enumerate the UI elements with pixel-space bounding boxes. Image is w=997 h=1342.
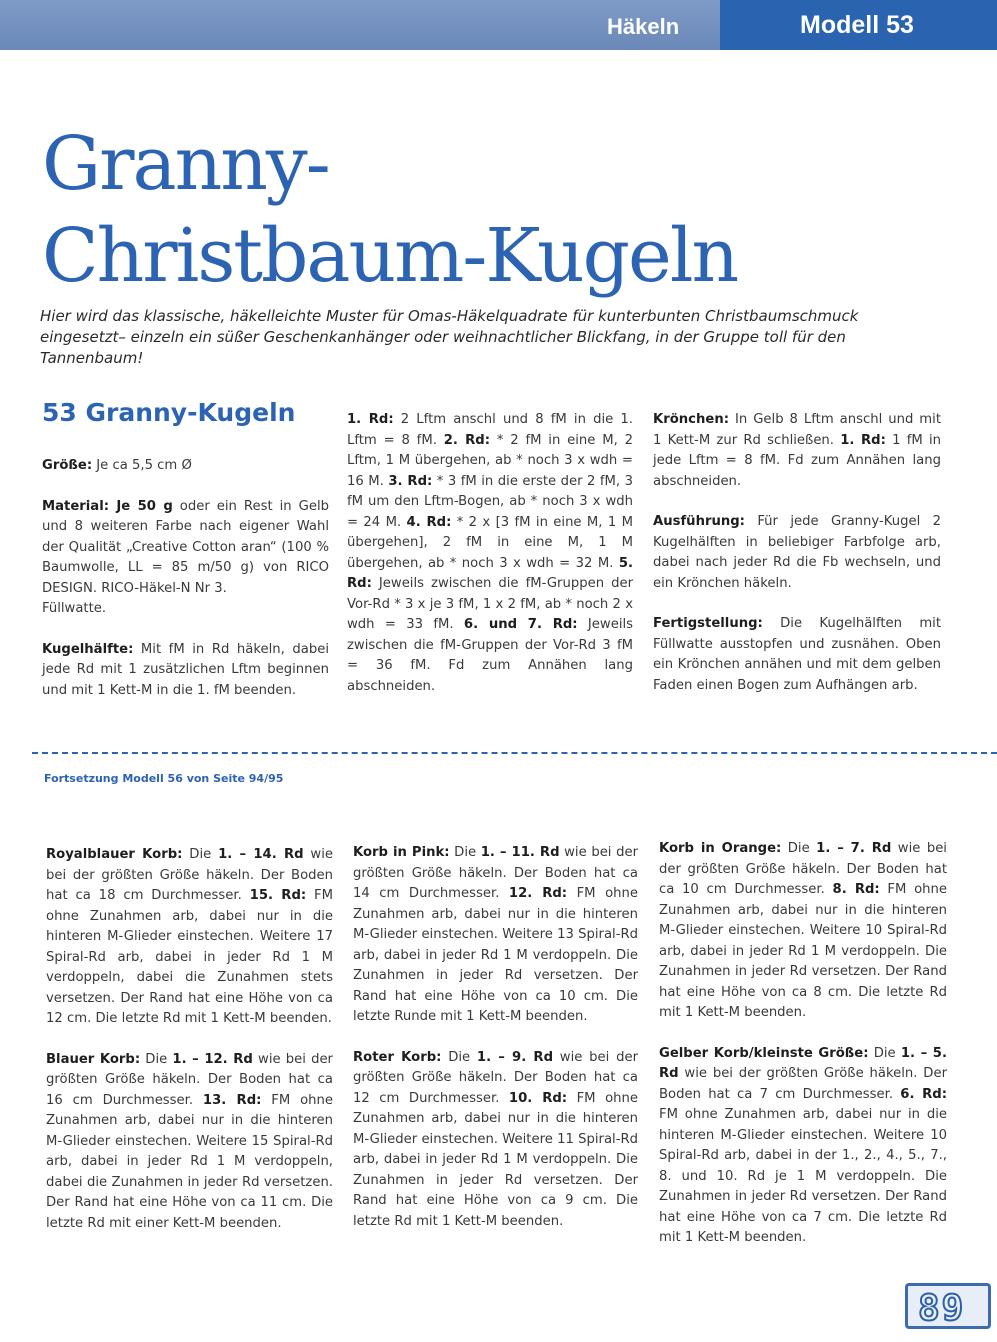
basket-text: wie bei der größten Größe häkeln. Der Boden hat ca 10 cm Durchmesser. <box>659 841 947 897</box>
basket-label: Korb in Orange: <box>659 841 782 856</box>
half-label: Kugelhälfte: <box>42 641 134 657</box>
material-label: Material: Je 50 g <box>42 498 173 514</box>
baskets-column-1 <box>46 845 333 1254</box>
basket-label: Royalblauer Korb: <box>46 847 183 862</box>
finish-text: Die Kugelhälften mit Füllwatte ausstopfen und zusnähen. Oben ein Krönchen annähen und mit dem gelben Faden einen Bogen zum Aufhängen arb. <box>653 616 941 693</box>
model-badge <box>720 0 997 50</box>
round-3-label: 3. Rd: <box>388 473 433 489</box>
basket-blue <box>46 1050 333 1235</box>
material-extra: Füllwatte. <box>42 601 107 616</box>
continuation-note: Fortsetzung Modell 56 von Seite 94/95 <box>44 772 284 785</box>
round-6-7-text: Jeweils zwischen die fM-Gruppen der Vor-Rd 3 fM = 36 fM. Fd zum Annähen lang abschneiden. <box>347 617 634 694</box>
intro-text: Hier wird das klassische, häkelleichte Muster für Omas-Häkelquadrate für kunterbunten Christbaumschmuck eingesetzt– einzeln ein süßer Geschenkanhänger oder weihnachtlicher Blickfang, in der Gruppe toll für den Tannenbaum! <box>40 307 859 367</box>
basket-text: Die <box>140 1051 173 1067</box>
basket-text: wie bei der größten Größe häkeln. Der Boden hat ca 7 cm Durchmesser. <box>659 1066 947 1102</box>
round-1-text: 2 Lftm anschl und 8 fM in die 1. Lftm = 8 fM. <box>347 412 633 448</box>
finish-label: Fertigstellung: <box>653 616 763 631</box>
basket-bold: 8. Rd: <box>832 882 880 897</box>
half-paragraph <box>42 640 329 702</box>
material-paragraph <box>42 497 329 620</box>
basket-text: wie bei der größten Größe häkeln. Der Boden hat ca 18 cm Durchmesser. <box>46 847 333 903</box>
basket-bold: 1. – 9. Rd <box>476 1049 554 1065</box>
basket-bold: 12. Rd: <box>508 886 568 901</box>
basket-bold: 1. – 12. Rd <box>172 1051 253 1067</box>
finish-paragraph <box>653 614 941 696</box>
crown-round-label: 1. Rd: <box>840 432 886 448</box>
rounds-paragraph <box>347 410 633 697</box>
pattern-column-2 <box>347 410 633 717</box>
basket-text: Die <box>441 1049 477 1065</box>
page-number: 89 <box>918 1288 966 1329</box>
basket-royalblue <box>46 845 333 1030</box>
basket-pink <box>353 843 638 1028</box>
basket-bold: 13. Rd: <box>202 1092 262 1108</box>
basket-orange <box>659 839 947 1024</box>
basket-bold: 1. – 14. Rd <box>218 847 304 862</box>
basket-text: wie bei der größten Größe häkeln. Der Boden hat ca 14 cm Durchmesser. <box>353 845 638 901</box>
page-title <box>42 118 942 302</box>
round-5-label: 5. Rd: <box>347 555 633 591</box>
round-6-7-label: 6. und 7. Rd: <box>463 617 578 632</box>
title-line-1: Granny- <box>42 121 329 207</box>
model-number: Modell 53 <box>800 11 914 39</box>
execution-paragraph <box>653 512 941 594</box>
basket-label: Korb in Pink: <box>353 845 450 860</box>
basket-text: FM ohne Zunahmen arb, dabei nur in die hinteren M-Glieder einstechen. Weitere 17 Spiral-Rd arb, dabei in jeder Rd 1 M verdoppeln, dabei die Zunahmen stets versetzen. Der Rand hat eine Höhe von ca 12 cm. Die letzte Rd mit 1 Kett-M beenden. <box>46 888 334 1026</box>
round-5-text: Jeweils zwischen die fM-Gruppen der Vor-Rd * 3 x je 3 fM, 1 x 2 fM, ab * noch 2 x wdh = 33 fM. <box>347 576 633 632</box>
material-text: oder ein Rest in Gelb und 8 weiteren Farbe nach eigener Wahl der Qualität „Creative Cotton aran“ (100 % Baumwolle, LL = 85 m/50 g) von RICO DESIGN. RICO-Häkel-N Nr 3. <box>42 498 330 596</box>
basket-label: Roter Korb: <box>353 1049 442 1065</box>
basket-text: Die <box>781 841 817 856</box>
round-2-label: 2. Rd: <box>443 432 490 448</box>
basket-text: FM ohne Zunahmen arb, dabei nur in die hinteren M-Glieder einstechen. Weitere 11 Spiral-Rd arb, dabei in jeder Rd 1 M verdoppeln. Die Zunahmen in jeder Rd versetzen. Der Rand hat eine Höhe von ca 9 cm. Die letzte Rd mit 1 Kett-M beenden. <box>353 1090 638 1229</box>
pattern-heading: 53 Granny-Kugeln <box>42 398 296 427</box>
round-4-label: 4. Rd: <box>406 514 452 530</box>
page-number-box <box>905 1283 991 1329</box>
basket-text: FM ohne Zunahmen arb, dabei nur in die hinteren M-Glieder einstechen. Weitere 15 Spiral-Rd arb, dabei in jeder Rd 1 M verdoppeln, dabei die Zunahmen in jeder Rd versetzen. Der Rand hat eine Höhe von ca 11 cm. Die letzte Rd mit einer Kett-M beenden. <box>46 1092 333 1231</box>
crown-text-b: 1 fM in jede Lftm = 8 fM. Fd zum Annähen lang abschneiden. <box>653 432 942 489</box>
baskets-column-3 <box>659 839 947 1269</box>
size-text: Je ca 5,5 cm Ø <box>92 458 192 473</box>
header-bar <box>0 0 997 50</box>
pattern-column-3 <box>653 410 941 716</box>
basket-bold: 1. – 5. Rd <box>659 1045 947 1081</box>
round-4-text: * 2 x [3 fM in eine M, 1 M übergehen], 2 fM in eine M, 1 M übergehen, ab * noch 3 x wdh = 32 M. <box>347 514 633 571</box>
basket-label: Blauer Korb: <box>46 1051 141 1067</box>
basket-bold: 6. Rd: <box>900 1086 947 1102</box>
round-2-text: * 2 fM in eine M, 2 Lftm, 1 M übergehen, ab * noch 3 x wdh = 16 M. <box>347 432 633 489</box>
half-text: Mit fM in Rd häkeln, dabei jede Rd mit 1 zusätzlichen Lftm beginnen und mit 1 Kett-M in die 1. fM beenden. <box>42 641 329 698</box>
baskets-column-2 <box>353 843 638 1252</box>
basket-red <box>353 1048 638 1233</box>
size-paragraph <box>42 456 329 477</box>
round-3-text: * 3 fM in die erste der 2 fM, 3 fM um den Lftm-Bogen, ab * noch 3 x wdh = 24 M. <box>347 473 633 530</box>
crown-text-a: In Gelb 8 Lftm anschl und mit 1 Kett-M zur Rd schließen. <box>653 412 941 448</box>
section-label: Häkeln <box>607 14 680 39</box>
basket-text: FM ohne Zunahmen arb, dabei nur in die hinteren M-Glieder einstechen. Weitere 13 Spiral-Rd arb, dabei in jeder Rd 1 M verdoppeln. Die Zunahmen in jeder Rd versetzen. Der Rand hat eine Höhe von ca 10 cm. Die letzte Runde mit 1 Kett-M beenden. <box>353 886 638 1024</box>
basket-bold: 10. Rd: <box>508 1090 568 1106</box>
dashed-divider <box>32 752 997 754</box>
pattern-column-1 <box>42 456 329 721</box>
basket-label: Gelber Korb/kleinste Größe: <box>659 1045 869 1061</box>
execution-text: Für jede Granny-Kugel 2 Kugelhälften in beliebiger Farbfolge arb, dabei nach jeder Rd die Fb wechseln, und ein Krönchen häkeln. <box>653 514 941 591</box>
basket-text: Die <box>449 845 481 860</box>
basket-text: wie bei der größten Größe häkeln. Der Boden hat ca 16 cm Durchmesser. <box>46 1051 333 1108</box>
basket-text: wie bei der größten Größe häkeln. Der Boden hat ca 12 cm Durchmesser. <box>353 1049 638 1106</box>
basket-yellow <box>659 1044 947 1249</box>
crown-label: Krönchen: <box>653 412 729 427</box>
execution-label: Ausführung: <box>653 514 745 529</box>
basket-text: Die <box>182 847 219 862</box>
basket-bold: 1. – 11. Rd <box>480 845 560 860</box>
round-1-label: 1. Rd: <box>347 412 394 427</box>
basket-text: Die <box>868 1045 901 1061</box>
crown-paragraph <box>653 410 941 492</box>
size-label: Größe: <box>42 458 93 473</box>
basket-text: FM ohne Zunahmen arb, dabei nur in die hinteren M-Glieder einstechen. Weitere 10 Spiral-Rd arb, dabei in jeder Rd 1 M verdoppeln. Die Zunahmen in jeder Rd versetzen. Der Rand hat eine Höhe von ca 8 cm. Die letzte Rd mit 1 Kett-M beenden. <box>659 882 947 1020</box>
title-line-2: Christbaum-Kugeln <box>42 213 738 299</box>
basket-text: FM ohne Zunahmen arb, dabei nur in die hinteren M-Glieder einstechen. Weitere 10 Spiral-Rd arb, dabei in der 1., 2., 4., 5., 7., 8. und 10. Rd je 1 M verdoppeln. Die Zunahmen in jeder Rd versetzen. Der Rand hat eine Höhe von ca 7 cm. Die letzte Rd mit 1 Kett-M beenden. <box>659 1107 947 1245</box>
basket-bold: 15. Rd: <box>249 888 307 903</box>
basket-bold: 1. – 7. Rd <box>816 841 892 856</box>
